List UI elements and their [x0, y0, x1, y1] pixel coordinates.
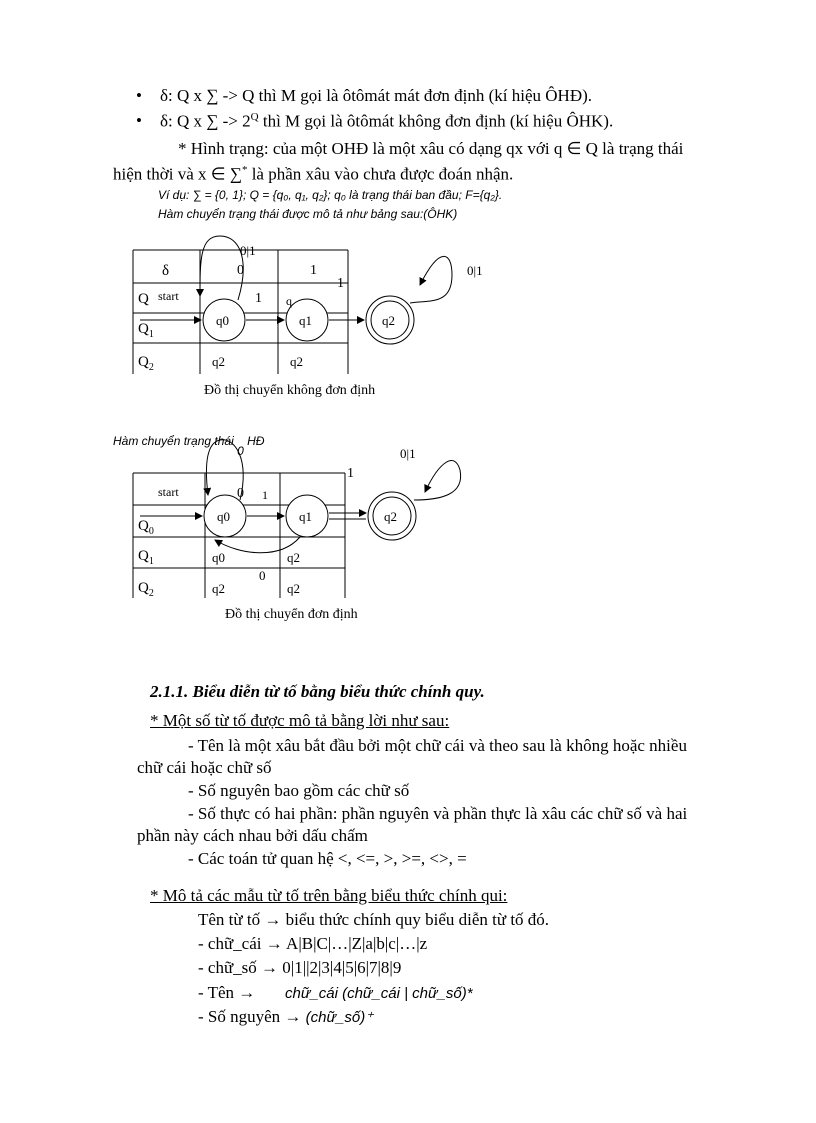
nfa-state-q0-label: q0 — [216, 313, 229, 328]
nfa-start-label: start — [158, 289, 179, 303]
bullet-nfa-definition: • δ: Q x ∑ -> $2^Q$ thì M gọi là ôtômát không đơn định (kí hiệu ÔHK). — [160, 111, 613, 132]
section-item-1-cont: chữ cái hoặc chữ số — [137, 758, 272, 777]
nfa-state-q2-label: q2 — [382, 313, 395, 328]
nfa-cell-q2-0: q2 — [212, 354, 225, 369]
nfa-row-q0: Q — [138, 291, 149, 307]
rule-chu-cai: - chữ_cái → A|B|C|…|Z|a|b|c|…|z — [198, 934, 428, 953]
dfa-label-q2-loop: 0|1 — [400, 446, 416, 461]
dfa-label-edge-1: 1 — [262, 488, 268, 502]
nfa-row-q1: $Q_1$ — [138, 321, 154, 340]
dfa-label-top-1: 1 — [347, 466, 354, 481]
bullet-dfa-definition: • δ: Q x ∑ -> Q thì M gọi là ôtômát mát đơn định (kí hiệu ÔHĐ). — [160, 86, 592, 106]
nfa-label-edge-1: 1 — [337, 276, 344, 291]
nfa-table-head-delta: δ — [162, 263, 170, 279]
nfa-table-head-0: 0 — [237, 263, 244, 278]
dfa-cell-q2-0: q2 — [212, 581, 225, 596]
nfa-label-q2-loop: 0|1 — [467, 263, 483, 278]
dfa-cell-q1-0: q0 — [212, 550, 225, 565]
rule-ten: - Tên → chữ_cái (chữ_cái | chữ_số)* — [198, 983, 473, 1002]
dfa-label-back-0: 0 — [259, 568, 266, 583]
rule-so-nguyen: - Số nguyên → (chữ_số)⁺ — [198, 1007, 374, 1026]
nfa-row-q2: $Q_2$ — [138, 354, 154, 373]
section-item-2: - Số nguyên bao gồm các chữ số — [188, 781, 410, 800]
nfa-caption: Đồ thị chuyển không đơn định — [204, 383, 376, 398]
dfa-row-q0: $Q_0$ — [138, 518, 154, 537]
dfa-state-q1-label: q1 — [299, 509, 312, 524]
section-item-4: - Các toán tử quan hệ <, <=, >, >=, <>, = — [188, 849, 467, 868]
section-item-1: - Tên là một xâu bắt đầu bởi một chữ cái và theo sau là không hoặc nhiều — [188, 736, 687, 755]
rule-chu-so: - chữ_số → 0|1||2|3|4|5|6|7|8|9 — [198, 958, 402, 977]
dfa-state-q2-label: q2 — [384, 509, 397, 524]
section-item-3-cont: phần này cách nhau bởi dấu chấm — [137, 826, 368, 845]
dfa-cell-q1-1: q2 — [287, 550, 300, 565]
section-p1-title: * Một số từ tố được mô tả bằng lời như sau: — [150, 711, 450, 730]
dfa-label-edge-0: 0 — [237, 486, 244, 501]
section-p2-title: * Mô tả các mẫu từ tố trên bằng biểu thức chính qui: — [150, 886, 508, 905]
dfa-state-q0-label: q0 — [217, 509, 230, 524]
nfa-label-q: q — [286, 294, 292, 308]
section-p2-intro: Tên từ tố → biểu thức chính quy biểu diễn từ tố đó. — [198, 910, 550, 929]
dfa-cell-q2-1: q2 — [287, 581, 300, 596]
nfa-table-head-1: 1 — [310, 263, 317, 278]
example-line-2: Hàm chuyển trạng thái được mô tả như bảng sau:(ÔHK) — [158, 207, 458, 221]
dfa-start-label: start — [158, 485, 179, 499]
nfa-label-arc-1: 1 — [255, 291, 262, 306]
hinh-trang-line-1: * Hình trạng: của một OHĐ là một xâu có dạng qx với q ∈ Q là trạng thái — [178, 139, 684, 158]
dfa-row-q2: $Q_2$ — [138, 580, 154, 599]
dfa-caption: Đồ thị chuyển đơn định — [225, 607, 358, 622]
nfa-cell-q2-1: q2 — [290, 354, 303, 369]
example-line-1: Ví dụ: ∑ = {0, 1}; Q = {q₀, q₁, q₂}; q₀ là trạng thái ban đầu; F={q₂}. — [158, 188, 503, 202]
dfa-row-q1: $Q_1$ — [138, 548, 154, 567]
nfa-state-q1-label: q1 — [299, 313, 312, 328]
section-item-3: - Số thực có hai phần: phần nguyên và phần thực là xâu các chữ số và hai — [188, 804, 688, 823]
nfa-label-top-loop: 0|1 — [240, 243, 256, 258]
hinh-trang-line-2: hiện thời và x ∈ ∑* là phần xâu vào chưa được đoán nhận. — [113, 164, 514, 184]
section-heading: 2.1.1. Biểu diễn từ tố bằng biểu thức chính quy. — [150, 682, 485, 701]
dfa-title: Hàm chuyển trạng thái 0 HĐ — [113, 434, 265, 458]
